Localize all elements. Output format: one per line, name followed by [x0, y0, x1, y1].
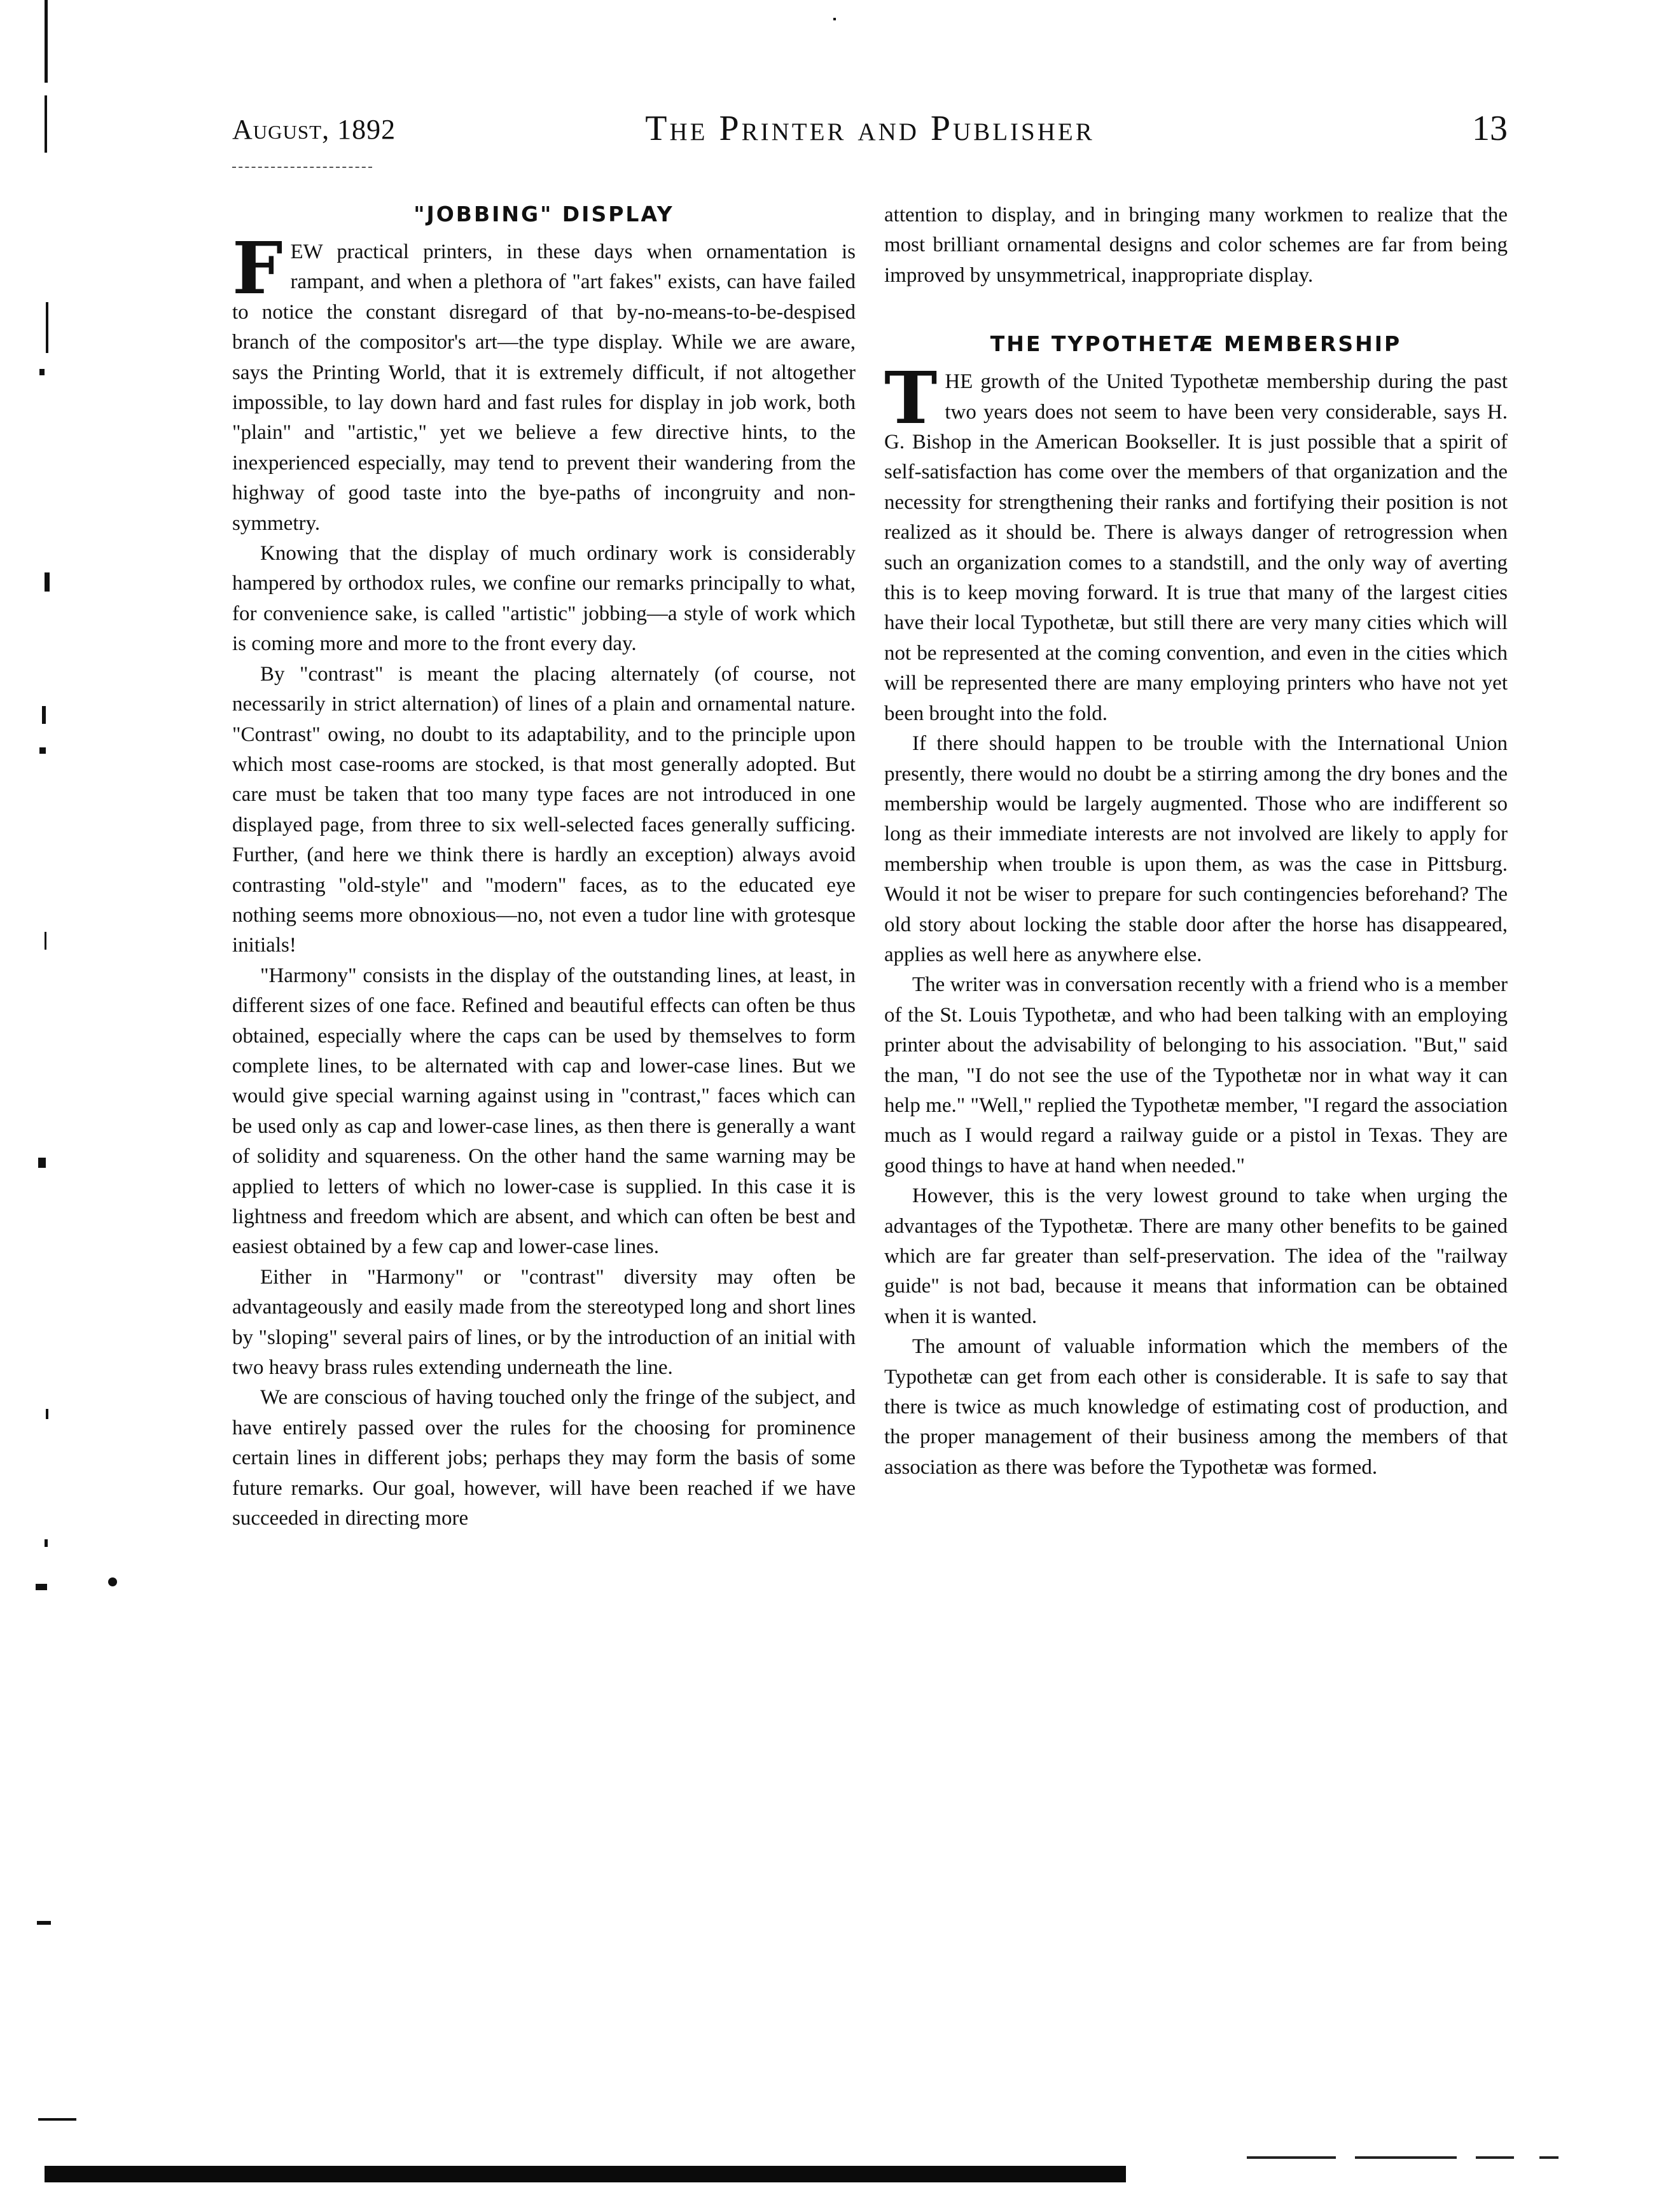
scan-mark — [1539, 2156, 1559, 2159]
scan-mark — [38, 2118, 76, 2121]
header-rule — [232, 167, 372, 168]
scan-mark — [39, 747, 46, 754]
scan-bottom-bar — [45, 2166, 1126, 2182]
article-paragraph: However, this is the very lowest ground to take when urging the advantages of the Typothetæ. There are many other benefits to be gained which are far greater than self-preservation. The idea of the "railway guide" is not bad, because it means that information can be obtained when it is wanted. — [884, 1184, 1508, 1328]
article-paragraph: The amount of valuable information which the members of the Typothetæ can get from each other is considerable. It is safe to say that there is twice as much knowledge of estimating cost of production, and the proper management of their business among the members of that association as there was before the Typothetæ was formed. — [884, 1335, 1508, 1479]
article-paragraph: We are conscious of having touched only the fringe of the subject, and have entirely passed over the rules for the choosing for prominence certain lines in different jobs; perhaps they may form the basis of some future remarks. Our goal, however, will have been reached if we have succeeded in directing more — [232, 1386, 856, 1530]
paragraph-text: HE growth of the United Typothetæ membership during the past two years does not seem to have been very considerable, says H. G. Bishop in the American Bookseller. It is just possible that a spirit of self-satisfaction has come over the members of that organization and the necessity for strengthening their ranks and fortifying their position is not realized as it should be. There is always danger of retrogression when such an organization comes to a standstill, and the only way of averting this is to keep moving forward. It is true that many of the largest cities have their local Typothetæ, but still there are very many cities which will not be represented at the coming convention, and even in the cities which will be represented there are many employing printers who have not yet been brought into the fold. — [884, 370, 1508, 725]
paragraph-text: EW practical printers, in these days when ornamentation is rampant, and when a plethora of "art fakes" exists, can have failed to notice the constant disregard of that by-no-means-to-be-despised branch of the compositor's art—the type display. While we are aware, says the Printing World, that it is extremely difficult, if not altogether impossible, to lay down hard and fast rules for display in job work, both "plain" and "artistic," yet we believe a few directive hints, to the inexperienced especially, may tend to prevent their wandering from the highway of good taste into the bye-paths of incongruity and non-symmetry. — [232, 240, 856, 535]
right-column — [884, 200, 1508, 1483]
article-paragraph: If there should happen to be trouble with the International Union presently, there would no doubt be a stirring among the dry bones and the membership would be largely augmented. Those who are indifferent so long as their immediate interests are not involved are likely to apply for membership when trouble is upon them, as was the case in Pittsburg. Would it not be wiser to prepare for such contingencies beforehand? The old story about locking the stable door after the horse has disappeared, applies as well here as anywhere else. — [884, 732, 1508, 966]
page-header — [232, 108, 1508, 159]
scan-mark — [1247, 2156, 1336, 2159]
scan-mark — [36, 1584, 47, 1590]
scan-mark — [39, 369, 45, 375]
scan-mark — [833, 18, 836, 20]
scan-mark — [1355, 2156, 1457, 2159]
issue-date: August, 1892 — [232, 114, 396, 145]
article-paragraph: Either in "Harmony" or "contrast" diversity may often be advantageously and easily made from the stereotyped long and short lines by "sloping" several pairs of lines, or by the introduction of an initial with two heavy brass rules extending underneath the line. — [232, 1265, 856, 1380]
scan-mark — [45, 1539, 48, 1547]
scan-mark — [38, 1158, 46, 1168]
article-paragraph — [232, 227, 856, 539]
scan-mark — [45, 0, 48, 83]
scan-mark — [42, 706, 46, 724]
scan-mark — [45, 932, 46, 950]
article-paragraph: "Harmony" consists in the display of the outstanding lines, at least, in different sizes of one face. Refined and beautiful effects can often be thus obtained, especially where the caps can be used by themselves to form complete lines, to be alternated with cap and lower-case lines. But we would give special warning against using in "contrast," faces which can be used only as cap and lower-case lines, as then there is generally a want of solidity and squareness. On the other hand the same warning may be applied to letters of which no lower-case is supplied. In this case it is lightness and freedom which are absent, and which can often be best and easiest obtained by a few cap and lower-case lines. — [232, 964, 856, 1259]
article-heading: THE TYPOTHETÆ MEMBERSHIP — [990, 331, 1402, 357]
scan-mark — [37, 1921, 51, 1925]
article-paragraph-continued: attention to display, and in bringing many workmen to realize that the most brilliant ornamental designs and color schemes are far from being improved by unsymmetrical, inappropriate display. — [884, 204, 1508, 287]
article-heading: "JOBBING" DISPLAY — [413, 202, 674, 226]
drop-cap-initial: F — [232, 227, 283, 310]
page-number: 13 — [1472, 109, 1508, 148]
left-column — [232, 200, 856, 1534]
scan-mark — [46, 1409, 48, 1419]
scan-mark — [1476, 2156, 1514, 2159]
scan-mark — [46, 302, 48, 353]
article-paragraph: The writer was in conversation recently with a friend who is a member of the St. Louis Typothetæ, and who had been talking with an employing printer about the advisability of belonging to his association. "But," said the man, "I do not see the use of the Typothetæ nor in what way it can help me." "Well," replied the Typothetæ member, "I regard the association much as I would regard a railway guide or a pistol in Texas. They are good things to have at hand when needed." — [884, 973, 1508, 1177]
publication-title: The Printer and Publisher — [645, 109, 1095, 148]
article-paragraph — [884, 357, 1508, 729]
scan-mark — [108, 1577, 117, 1586]
article-paragraph: By "contrast" is meant the placing alternately (of course, not necessarily in strict alternation) of lines of a plain and ornamental nature. "Contrast" owing, no doubt to its adaptability, and to the principle upon which most case-rooms are stocked, is that most generally adopted. But care must be taken that too many type faces are not introduced in one displayed page, from three to six well-selected faces generally sufficing. Further, (and here we think there is hardly an exception) always avoid contrasting "old-style" and "modern" faces, as to the educated eye nothing seems more obnoxious—no, not even a tudor line with grotesque initials! — [232, 662, 856, 957]
drop-cap-initial: T — [884, 357, 938, 441]
article-paragraph: Knowing that the display of much ordinary work is considerably hampered by orthodox rules, we confine our remarks principally to what, for convenience sake, is called "artistic" jobbing—a style of work which is coming more and more to the front every day. — [232, 542, 856, 656]
scan-mark — [45, 572, 50, 592]
scan-mark — [45, 95, 47, 153]
